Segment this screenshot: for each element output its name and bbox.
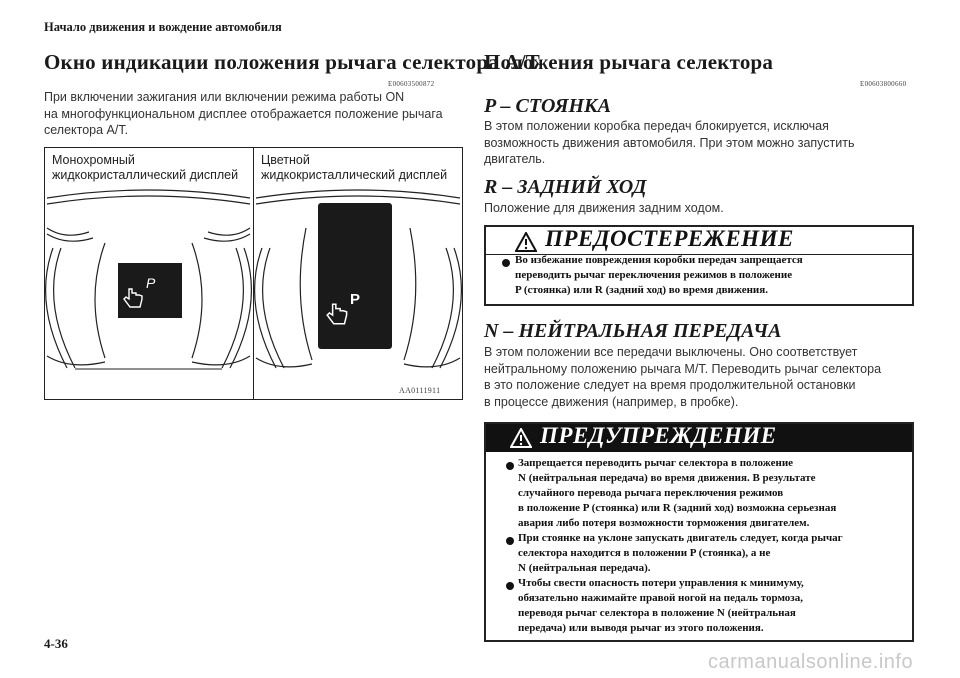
- warning-item-line: передача) или выводя рычаг из этого положения.: [518, 622, 764, 634]
- p-text-line: В этом положении коробка передач блокируется, исключая: [484, 119, 829, 133]
- color-caption-line: Цветной: [261, 153, 310, 167]
- mono-caption-line: жидкокристаллический дисплей: [52, 168, 239, 182]
- r-heading: R – ЗАДНИЙ ХОД: [484, 176, 647, 198]
- n-text: [484, 344, 881, 410]
- warning-bullet: [506, 462, 514, 470]
- n-text-line: В этом положении все передачи выключены. Оно соответствует: [484, 345, 858, 359]
- warning-item-line: авария либо потеря возможности торможения двигателем.: [518, 517, 810, 529]
- left-paragraph-line: При включении зажигания или включении режима работы ON: [44, 90, 405, 104]
- p-text-line: возможность движения автомобиля. При этом можно запустить: [484, 135, 855, 150]
- warning-item-line: Чтобы свести опасность потери управления к минимуму,: [518, 577, 804, 589]
- hand-pointer-icon: [121, 285, 147, 311]
- warning-item-line: селектора находится в положении P (стоянка), а не: [518, 547, 771, 559]
- mono-p-indicator: P: [146, 275, 156, 291]
- hand-pointer-icon: [324, 300, 352, 328]
- warning-item-line: в положение P (стоянка) или R (задний ход) возможна серьезная: [518, 502, 837, 514]
- warning-bullet: [506, 582, 514, 590]
- right-code: E00603800660: [860, 80, 907, 88]
- warning-item-line: обязательно нажимайте правой ногой на педаль тормоза,: [518, 592, 803, 604]
- warning-item-line: Запрещается переводить рычаг селектора в положение: [518, 457, 794, 469]
- watermark: carmanualsonline.info: [708, 651, 914, 673]
- caution-bullet: [502, 259, 510, 267]
- warning-item: [518, 456, 836, 531]
- p-text-line: двигатель.: [484, 152, 546, 166]
- left-title: Окно индикации положения рычага селектора A/T: [44, 50, 540, 74]
- n-heading: N – НЕЙТРАЛЬНАЯ ПЕРЕДАЧА: [484, 320, 782, 342]
- caution-title: ПРЕДОСТЕРЕЖЕНИЕ: [545, 226, 794, 251]
- warning-item: [518, 531, 843, 576]
- section-header: Начало движения и вождение автомобиля: [44, 20, 282, 34]
- color-caption-line: жидкокристаллический дисплей: [261, 168, 448, 182]
- warning-bullet: [506, 537, 514, 545]
- warning-item-line: переводя рычаг селектора в положение N (нейтральная: [518, 607, 796, 619]
- warning-item-line: N (нейтральная передача) во время движения. В результате: [518, 472, 816, 484]
- warning-item: [518, 576, 804, 636]
- n-text-line: в это положение следует на время продолжительной остановки: [484, 378, 856, 392]
- left-paragraph: [44, 89, 443, 139]
- warning-title: ПРЕДУПРЕЖДЕНИЕ: [540, 423, 777, 448]
- caution-item-line: P (стоянка) или R (задний ход) во время движения.: [515, 284, 768, 296]
- warning-triangle-icon: [510, 428, 532, 448]
- caution-item: [515, 253, 803, 298]
- left-code: E00603500872: [388, 80, 435, 88]
- p-text: [484, 118, 854, 168]
- figure-code: AA0111911: [399, 386, 441, 395]
- p-heading: P – СТОЯНКА: [484, 95, 611, 117]
- right-title: Положения рычага селектора: [484, 50, 774, 74]
- mono-display-caption: [52, 153, 238, 183]
- caution-item-line: Во избежание повреждения коробки передач запрещается: [515, 254, 803, 266]
- color-display-caption: [261, 153, 447, 183]
- mono-caption-line: Монохромный: [52, 153, 135, 167]
- caution-item-line: переводить рычаг переключения режимов в положение: [515, 269, 793, 281]
- left-paragraph-line: селектора A/T.: [44, 123, 129, 137]
- page-number: 4-36: [44, 636, 68, 651]
- n-text-line: в процессе движения (например, в пробке).: [484, 394, 739, 409]
- warning-item-line: случайного перевода рычага переключения режимов: [518, 487, 784, 499]
- n-text-line: нейтральному положению рычага M/T. Переводить рычаг селектора: [484, 361, 882, 376]
- warning-item-line: При стоянке на уклоне запускать двигатель следует, когда рычаг: [518, 532, 843, 544]
- r-text: Положение для движения задним ходом.: [484, 201, 724, 215]
- warning-item-line: N (нейтральная передача).: [518, 562, 651, 574]
- warning-triangle-icon: [515, 232, 537, 252]
- left-paragraph-line: на многофункциональном дисплее отображается положение рычага: [44, 106, 443, 121]
- color-p-indicator: P: [350, 291, 361, 308]
